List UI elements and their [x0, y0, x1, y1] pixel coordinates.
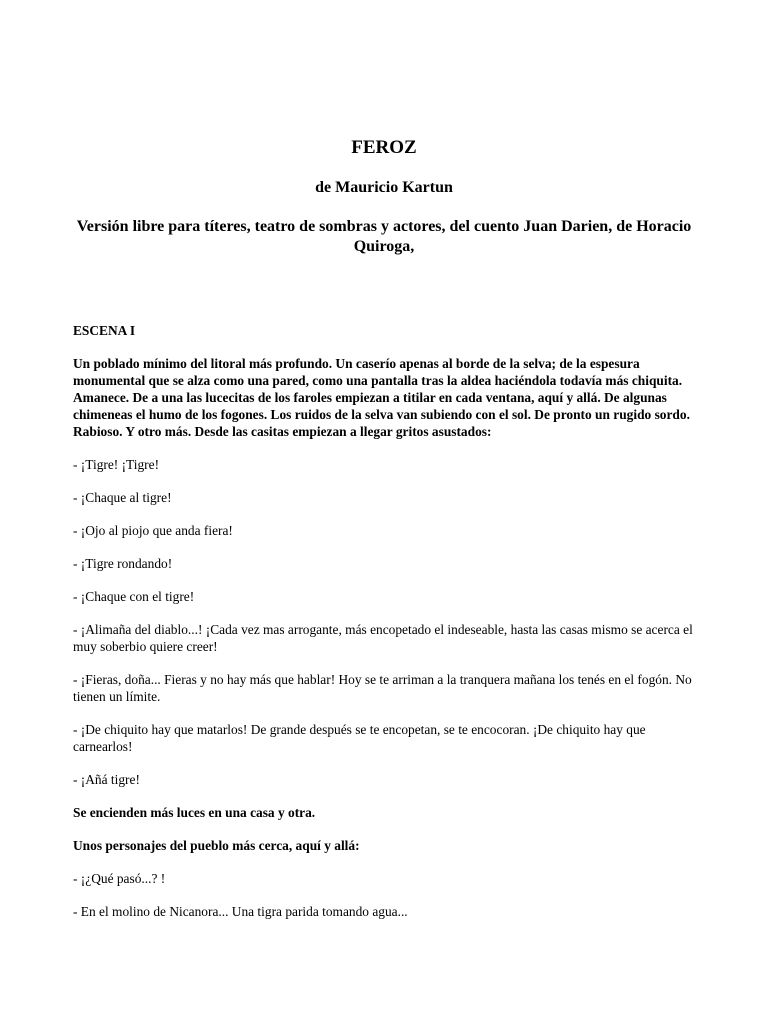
dialogue-line: - En el molino de Nicanora... Una tigra parida tomando agua...	[73, 904, 408, 919]
dialogue-line: - ¡Tigre! ¡Tigre!	[73, 457, 160, 472]
dialogue-line: - ¡Fieras, doña... Fieras y no hay más que hablar! Hoy se te arriman a la tranquera mañana los tenés en el fogón. No tienen un límite.	[73, 672, 692, 704]
dialogue-line: - ¡De chiquito hay que matarlos! De grande después se te encopetan, se te encocoran. ¡De chiquito hay que carnearlos!	[73, 722, 646, 754]
stage-direction: Se encienden más luces en una casa y otra.	[73, 805, 316, 820]
dialogue-line: - ¡Ojo al piojo que anda fiera!	[73, 523, 233, 538]
dialogue-line: - ¡Tigre rondando!	[73, 556, 173, 571]
dialogue-line: - ¡¿Qué pasó...? !	[73, 871, 166, 886]
dialogue-line: - ¡Chaque al tigre!	[73, 490, 172, 505]
dialogue-line: - ¡Alimaña del diablo...! ¡Cada vez mas arrogante, más encopetado el indeseable, hasta las casas mismo se acerca el muy soberbio quiere creer!	[73, 622, 693, 654]
dialogue-line: - ¡Añá tigre!	[73, 772, 140, 787]
scene-heading: ESCENA I	[73, 323, 136, 338]
document-author: de Mauricio Kartun	[315, 179, 453, 196]
stage-direction: Unos personajes del pueblo más cerca, aquí y allá:	[73, 838, 360, 853]
document-subtitle: Versión libre para títeres, teatro de sombras y actores, del cuento Juan Darien, de Horacio Quiroga,	[76, 218, 692, 255]
script-body	[73, 322, 701, 936]
stage-direction: Un poblado mínimo del litoral más profundo. Un caserío apenas al borde de la selva; de la espesura monumental que se alza como una pared, como una pantalla tras la aldea haciéndola todavía más chiquita. Amanece. De a una las lucecitas de los faroles empiezan a titilar en cada ventana, aquí y allá. De algunas chimeneas el humo de los fogones. Los ruidos de la selva van subiendo con el sol. De pronto un rugido sordo. Rabioso. Y otro más. Desde las casitas empiezan a llegar gritos asustados:	[73, 356, 690, 439]
dialogue-line: - ¡Chaque con el tigre!	[73, 589, 195, 604]
document-title: FEROZ	[351, 137, 417, 158]
